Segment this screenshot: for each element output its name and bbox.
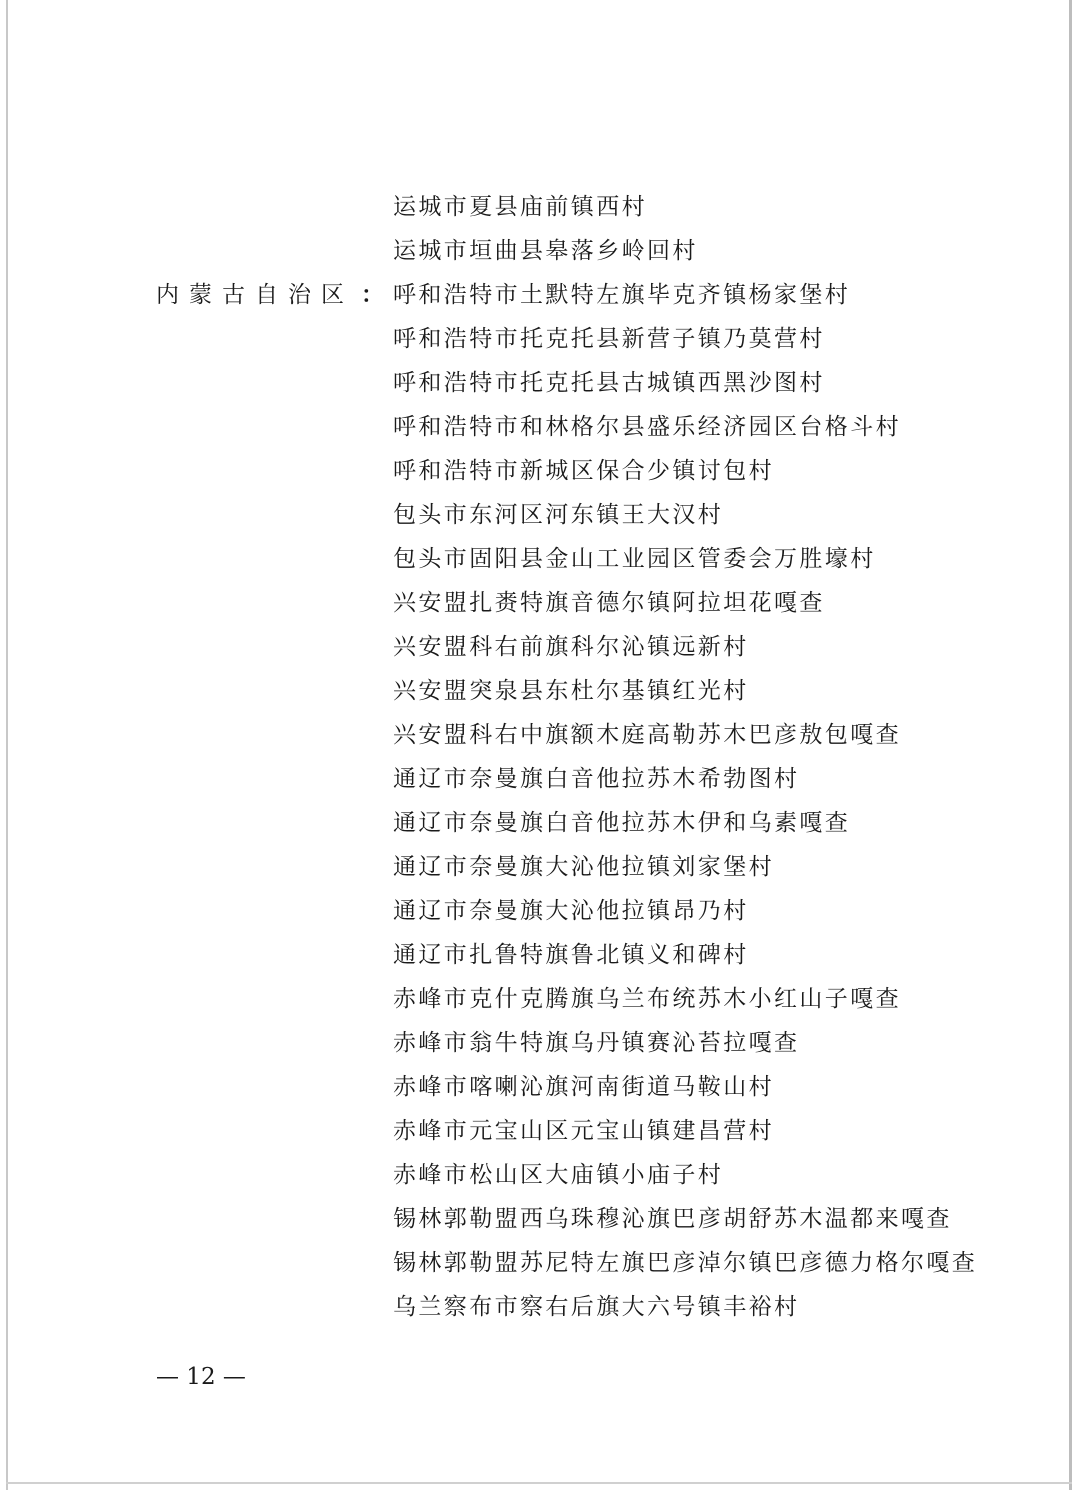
page-edge-bottom <box>6 1482 1072 1484</box>
list-item: 赤峰市元宝山区元宝山镇建昌营村 <box>393 1118 774 1144</box>
list-item: 锡林郭勒盟苏尼特左旗巴彦淖尔镇巴彦德力格尔嘎查 <box>393 1250 978 1276</box>
list-item: 乌兰察布市察右后旗大六号镇丰裕村 <box>393 1294 800 1320</box>
list-item: 赤峰市克什克腾旗乌兰布统苏木小红山子嘎查 <box>393 986 901 1012</box>
list-item: 兴安盟科右中旗额木庭高勒苏木巴彦敖包嘎查 <box>393 722 901 748</box>
list-item: 呼和浩特市土默特左旗毕克齐镇杨家堡村 <box>393 282 851 308</box>
list-item: 呼和浩特市托克托县新营子镇乃莫营村 <box>393 326 825 352</box>
list-item: 运城市夏县庙前镇西村 <box>393 194 647 220</box>
list-item: 锡林郭勒盟西乌珠穆沁旗巴彦胡舒苏木温都来嘎查 <box>393 1206 952 1232</box>
list-item: 通辽市奈曼旗白音他拉苏木伊和乌素嘎查 <box>393 810 851 836</box>
list-item: 赤峰市翁牛特旗乌丹镇赛沁苔拉嘎查 <box>393 1030 800 1056</box>
list-item: 包头市东河区河东镇王大汉村 <box>393 502 724 528</box>
list-item: 兴安盟科右前旗科尔沁镇远新村 <box>393 634 749 660</box>
page-edge-right <box>1069 0 1072 1490</box>
province-colon: ： <box>361 281 384 308</box>
list-item: 呼和浩特市和林格尔县盛乐经济园区台格斗村 <box>393 414 901 440</box>
list-item: 呼和浩特市新城区保合少镇讨包村 <box>393 458 774 484</box>
list-item: 赤峰市喀喇沁旗河南街道马鞍山村 <box>393 1074 774 1100</box>
village-list <box>393 185 977 1329</box>
list-item: 呼和浩特市托克托县古城镇西黑沙图村 <box>393 370 825 396</box>
page-edge-left <box>6 0 8 1490</box>
list-item: 通辽市奈曼旗大沁他拉镇昂乃村 <box>393 898 749 924</box>
list-item: 运城市垣曲县皋落乡岭回村 <box>393 238 698 264</box>
list-item: 通辽市扎鲁特旗鲁北镇义和碑村 <box>393 942 749 968</box>
list-item: 赤峰市松山区大庙镇小庙子村 <box>393 1162 724 1188</box>
list-item: 兴安盟突泉县东杜尔基镇红光村 <box>393 678 749 704</box>
list-item: 包头市固阳县金山工业园区管委会万胜壕村 <box>393 546 876 572</box>
list-item: 兴安盟扎赉特旗音德尔镇阿拉坦花嘎查 <box>393 590 825 616</box>
list-item: 通辽市奈曼旗大沁他拉镇刘家堡村 <box>393 854 774 880</box>
province-label: 内蒙古自治区 <box>156 282 354 308</box>
list-item: 通辽市奈曼旗白音他拉苏木希勃图村 <box>393 766 800 792</box>
page-number: — 12 — <box>156 1364 246 1390</box>
